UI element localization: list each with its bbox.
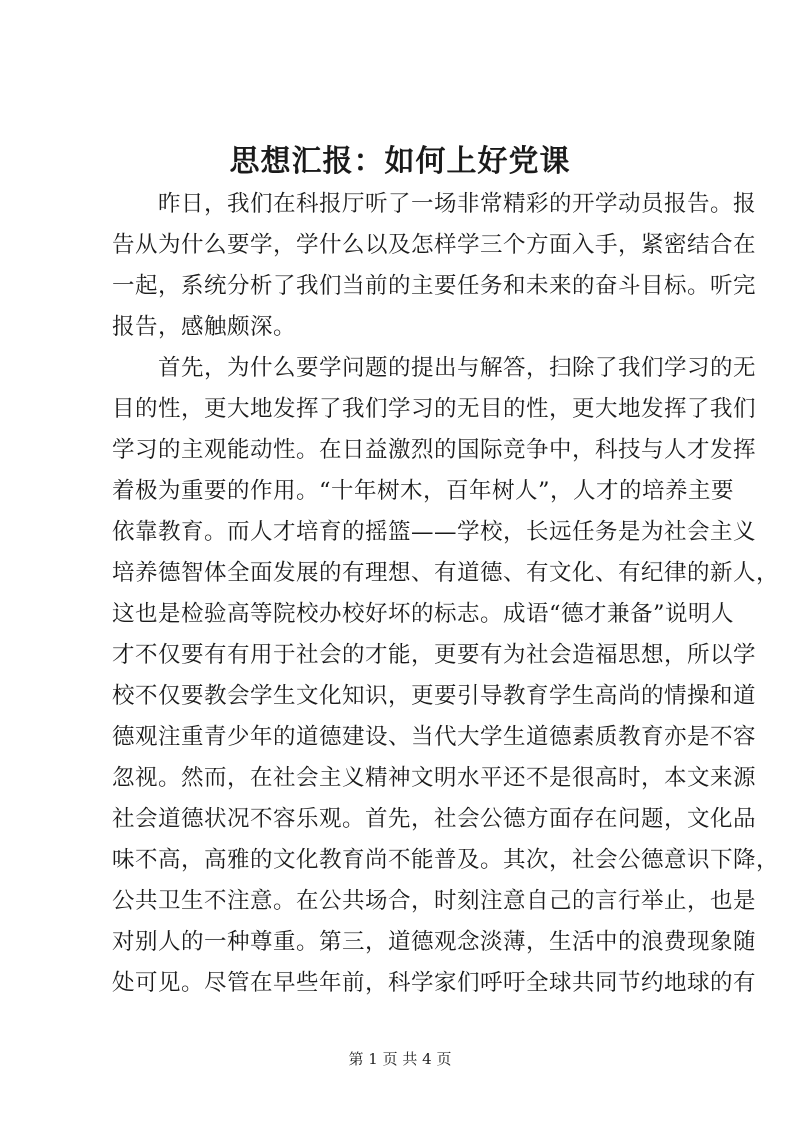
text-line: 昨日，我们在科报厅听了一场非常精彩的开学动员报告。报 [158, 191, 757, 217]
text-line: 着极为重要的作用。“十年树木，百年树人”，人才的培养主要 [112, 478, 735, 504]
text-line: 培养德智体全面发展的有理想、有道德、有文化、有纪律的新人， [112, 560, 780, 586]
text-line: 首先，为什么要学问题的提出与解答，扫除了我们学习的无 [158, 355, 757, 381]
text-line: 公共卫生不注意。在公共场合，时刻注意自己的言行举止，也是 [112, 888, 757, 914]
text-line: 才不仅要有有用于社会的才能，更要有为社会造福思想，所以学 [112, 642, 757, 668]
text-line: 目的性，更大地发挥了我们学习的无目的性，更大地发挥了我们 [112, 396, 757, 422]
document-title: 思想汇报：如何上好党课 [229, 144, 571, 179]
text-line: 忽视。然而，在社会主义精神文明水平还不是很高时，本文来源 [112, 765, 757, 791]
text-line: 味不高，高雅的文化教育尚不能普及。其次，社会公德意识下降， [112, 847, 780, 873]
text-line: 依靠教育。而人才培育的摇篮——学校，长远任务是为社会主义 [112, 519, 757, 545]
text-line: 这也是检验高等院校办校好坏的标志。成语“德才兼备”说明人 [112, 601, 735, 627]
text-line: 处可见。尽管在早些年前，科学家们呼吁全球共同节约地球的有 [112, 970, 757, 996]
text-line: 告从为什么要学，学什么以及怎样学三个方面入手，紧密结合在 [112, 232, 757, 258]
paragraph-2 [112, 348, 780, 1004]
paragraph-1 [112, 184, 757, 348]
text-line: 校不仅要教会学生文化知识，更要引导教育学生高尚的情操和道 [112, 683, 757, 709]
text-line: 社会道德状况不容乐观。首先，社会公德方面存在问题，文化品 [112, 806, 757, 832]
text-line: 德观注重青少年的道德建设、当代大学生道德素质教育亦是不容 [112, 724, 757, 750]
text-line: 报告，感触颇深。 [112, 314, 297, 340]
text-line: 一起，系统分析了我们当前的主要任务和未来的奋斗目标。听完 [112, 273, 757, 299]
text-line: 学习的主观能动性。在日益激烈的国际竞争中，科技与人才发挥 [112, 437, 757, 463]
page-footer: 第 1 页 共 4 页 [348, 1050, 452, 1068]
document-body [112, 184, 780, 1004]
text-line: 对别人的一种尊重。第三，道德观念淡薄，生活中的浪费现象随 [112, 929, 757, 955]
